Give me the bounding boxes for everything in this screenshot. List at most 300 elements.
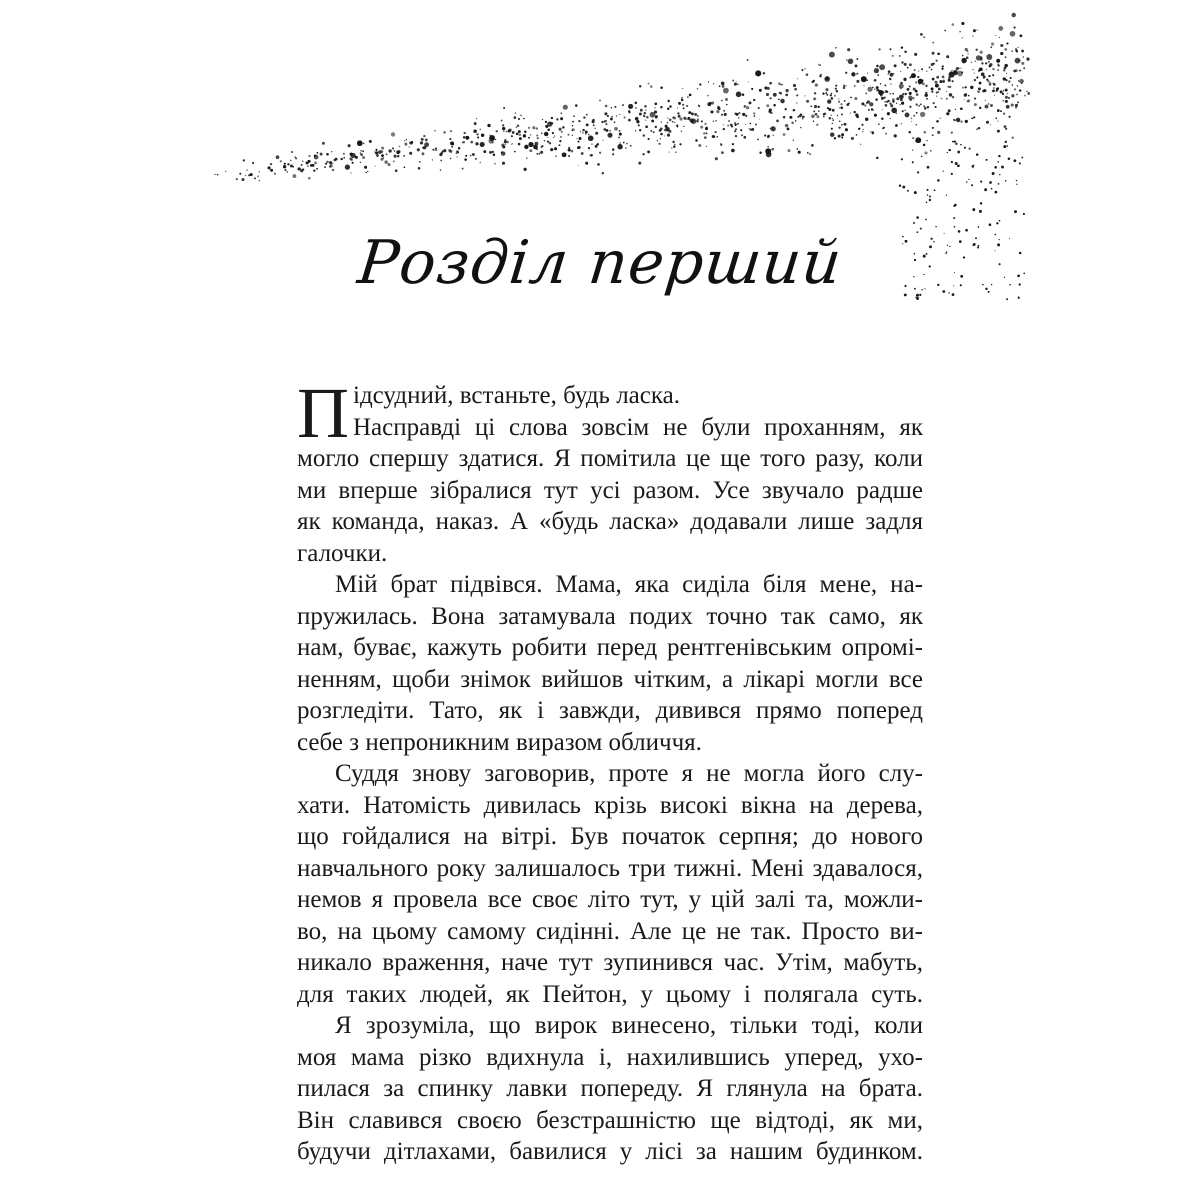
ink-dot bbox=[955, 143, 957, 145]
ink-dot bbox=[976, 153, 979, 156]
ink-dot bbox=[971, 165, 973, 167]
ink-dot bbox=[672, 117, 674, 119]
ink-dot bbox=[860, 144, 861, 145]
ink-dot bbox=[544, 132, 548, 136]
ink-dot bbox=[719, 85, 721, 87]
ink-dot bbox=[1013, 70, 1016, 73]
ink-dot bbox=[856, 58, 858, 60]
ink-dot bbox=[953, 119, 954, 120]
ink-dot bbox=[678, 115, 681, 118]
ink-dot bbox=[1010, 77, 1012, 79]
ink-dot bbox=[698, 144, 701, 147]
ink-dot bbox=[673, 141, 675, 143]
ink-dot bbox=[735, 135, 737, 137]
ink-dot bbox=[869, 102, 873, 106]
ink-dot bbox=[393, 160, 395, 162]
ink-dot bbox=[931, 88, 934, 91]
ink-dot bbox=[602, 172, 604, 174]
ink-dot bbox=[1026, 58, 1029, 61]
ink-dot bbox=[504, 140, 507, 143]
ink-dot bbox=[450, 158, 451, 159]
ink-dot bbox=[659, 129, 662, 132]
ink-dot bbox=[720, 144, 722, 146]
ink-dot bbox=[480, 162, 481, 163]
ink-dot bbox=[770, 97, 772, 99]
ink-dot bbox=[909, 63, 912, 66]
ink-dot bbox=[704, 136, 707, 139]
ink-dot bbox=[268, 166, 271, 169]
ink-dot bbox=[536, 127, 538, 129]
ink-dot bbox=[388, 149, 391, 152]
ink-dot bbox=[885, 90, 888, 93]
ink-dot bbox=[856, 73, 858, 75]
ink-dot bbox=[360, 162, 361, 163]
ink-dot bbox=[544, 140, 546, 142]
ink-dot bbox=[769, 82, 772, 85]
ink-dot bbox=[966, 57, 969, 60]
ink-dot bbox=[979, 67, 983, 71]
ink-dot bbox=[643, 115, 645, 117]
ink-dot bbox=[934, 189, 936, 191]
ink-dot bbox=[628, 119, 631, 122]
ink-dot bbox=[1004, 125, 1007, 128]
ink-dot bbox=[785, 108, 787, 110]
ink-dot bbox=[501, 120, 503, 122]
ink-dot bbox=[863, 129, 864, 130]
ink-dot bbox=[610, 118, 613, 121]
ink-dot bbox=[909, 85, 911, 87]
ink-dot bbox=[838, 135, 841, 138]
ink-dot bbox=[948, 109, 951, 112]
ink-dot bbox=[780, 84, 782, 86]
ink-dot bbox=[911, 73, 916, 78]
ink-dot bbox=[559, 140, 561, 142]
ink-dot bbox=[916, 90, 917, 91]
ink-dot bbox=[827, 107, 829, 109]
ink-dot bbox=[938, 88, 941, 91]
ink-dot bbox=[619, 142, 620, 143]
text-line: нам, буває, кажуть робити перед рентгенівським опромі- bbox=[297, 634, 923, 661]
ink-dot bbox=[876, 157, 878, 159]
ink-dot bbox=[929, 66, 930, 67]
ink-dot bbox=[913, 88, 916, 91]
ink-dot bbox=[967, 53, 969, 55]
ink-dot bbox=[628, 111, 630, 113]
ink-dot bbox=[979, 89, 980, 90]
ink-dot bbox=[881, 97, 884, 100]
ink-dot bbox=[474, 122, 477, 125]
ink-dot bbox=[721, 114, 723, 116]
ink-dot bbox=[772, 134, 774, 136]
ink-dot bbox=[755, 124, 757, 126]
ink-dot bbox=[946, 55, 949, 58]
ink-dot bbox=[529, 149, 532, 152]
ink-dot bbox=[865, 118, 868, 121]
ink-dot bbox=[381, 147, 384, 150]
ink-dot bbox=[874, 89, 875, 90]
ink-dot bbox=[386, 153, 388, 155]
ink-dot bbox=[994, 166, 997, 169]
ink-dot bbox=[326, 161, 329, 164]
ink-dot bbox=[843, 85, 845, 87]
ink-dot bbox=[308, 155, 310, 157]
ink-dot bbox=[677, 126, 678, 127]
ink-dot bbox=[971, 184, 973, 186]
ink-dot bbox=[750, 123, 751, 124]
ink-dot bbox=[217, 174, 219, 176]
ink-dot bbox=[440, 155, 441, 156]
ink-dot bbox=[562, 126, 565, 128]
ink-dot bbox=[518, 143, 520, 145]
ink-dot bbox=[688, 111, 691, 114]
ink-dot bbox=[341, 158, 343, 160]
ink-dot bbox=[742, 113, 745, 116]
ink-dot bbox=[645, 126, 648, 129]
ink-dot bbox=[679, 117, 682, 120]
ink-dot bbox=[961, 72, 963, 74]
ink-dot bbox=[771, 126, 776, 131]
ink-dot bbox=[915, 81, 917, 83]
ink-dot bbox=[927, 194, 928, 195]
ink-dot bbox=[929, 199, 931, 201]
ink-dot bbox=[1011, 50, 1013, 52]
ink-dot bbox=[885, 104, 888, 107]
ink-dot bbox=[912, 161, 914, 163]
ink-dot bbox=[882, 91, 884, 93]
ink-dot bbox=[993, 87, 995, 89]
ink-dot bbox=[992, 74, 994, 76]
ink-dot bbox=[991, 42, 994, 45]
ink-dot bbox=[1014, 88, 1016, 90]
ink-dot bbox=[1000, 90, 1003, 93]
ink-dot bbox=[850, 97, 852, 99]
ink-dot bbox=[861, 76, 867, 82]
ink-dot bbox=[552, 132, 554, 134]
ink-dot bbox=[432, 149, 434, 151]
ink-dot bbox=[903, 78, 906, 81]
ink-dot bbox=[551, 117, 553, 119]
ink-dot bbox=[568, 147, 570, 149]
ink-dot bbox=[1015, 104, 1018, 107]
ink-dot bbox=[787, 149, 790, 152]
ink-dot bbox=[819, 75, 821, 77]
ink-dot bbox=[874, 68, 879, 73]
ink-dot bbox=[730, 124, 733, 127]
ink-dot bbox=[558, 144, 560, 146]
ink-dot bbox=[523, 134, 526, 137]
ink-dot bbox=[905, 113, 910, 118]
ink-dot bbox=[948, 77, 950, 79]
ink-dot bbox=[404, 140, 405, 141]
ink-dot bbox=[986, 54, 992, 60]
ink-dot bbox=[572, 121, 574, 123]
ink-dot bbox=[932, 78, 935, 81]
ink-dot bbox=[823, 116, 825, 118]
ink-dot bbox=[591, 154, 593, 156]
ink-dot bbox=[927, 106, 929, 108]
ink-dot bbox=[638, 162, 641, 165]
ink-dot bbox=[476, 133, 478, 135]
ink-dot bbox=[645, 120, 646, 121]
ink-dot bbox=[855, 65, 858, 68]
ink-dot bbox=[847, 48, 850, 51]
ink-dot bbox=[687, 96, 689, 98]
ink-dot bbox=[854, 97, 857, 100]
ink-dot bbox=[619, 114, 620, 115]
ink-dot bbox=[794, 88, 797, 91]
ink-dot bbox=[381, 154, 384, 157]
ink-dot bbox=[660, 87, 662, 89]
ink-dot bbox=[961, 37, 963, 39]
ink-dot bbox=[683, 126, 684, 127]
ink-dot bbox=[594, 127, 596, 129]
ink-dot bbox=[559, 128, 562, 131]
ink-dot bbox=[519, 137, 522, 140]
ink-dot bbox=[889, 93, 891, 95]
ink-dot bbox=[1017, 85, 1019, 87]
ink-dot bbox=[902, 186, 905, 189]
ink-dot bbox=[884, 101, 886, 103]
text-line: ідсудний, встаньте, будь ласка. bbox=[353, 382, 680, 409]
ink-dot bbox=[835, 88, 837, 90]
ink-dot bbox=[554, 135, 556, 137]
ink-dot bbox=[960, 108, 962, 110]
text-line: Суддя знову заговорив, проте я не могла його слу- bbox=[335, 760, 923, 787]
ink-dot bbox=[489, 135, 495, 141]
ink-dot bbox=[536, 135, 538, 137]
ink-dot bbox=[724, 113, 727, 116]
ink-dot bbox=[612, 153, 614, 155]
ink-dot bbox=[682, 88, 683, 89]
ink-dot bbox=[578, 146, 581, 149]
ink-dot bbox=[581, 152, 584, 155]
ink-dot bbox=[291, 151, 293, 153]
ink-dot bbox=[838, 98, 839, 99]
ink-dot bbox=[528, 142, 533, 147]
ink-dot bbox=[1022, 56, 1023, 57]
ink-dot bbox=[952, 96, 955, 99]
ink-dot bbox=[998, 26, 1003, 31]
ink-dot bbox=[496, 130, 498, 132]
ink-dot bbox=[885, 85, 887, 87]
ink-dot bbox=[996, 222, 998, 224]
ink-dot bbox=[923, 144, 926, 147]
ink-dot bbox=[547, 141, 549, 143]
ink-dot bbox=[607, 115, 609, 117]
ink-dot bbox=[541, 146, 542, 147]
ink-dot bbox=[812, 81, 814, 83]
ink-dot bbox=[888, 74, 889, 75]
ink-dot bbox=[845, 85, 846, 86]
ink-dot bbox=[553, 137, 554, 138]
ink-dot bbox=[844, 123, 847, 126]
ink-dot bbox=[647, 151, 650, 154]
ink-dot bbox=[1015, 49, 1017, 51]
ink-dot bbox=[813, 80, 815, 82]
ink-dot bbox=[591, 143, 592, 144]
ink-dot bbox=[949, 86, 951, 88]
ink-dot bbox=[723, 110, 725, 112]
ink-dot bbox=[830, 94, 832, 96]
ink-dot bbox=[800, 127, 801, 128]
ink-dot bbox=[954, 140, 956, 142]
ink-dot bbox=[926, 189, 928, 191]
ink-dot bbox=[582, 129, 584, 131]
ink-dot bbox=[944, 30, 946, 32]
ink-dot bbox=[375, 166, 376, 167]
ink-dot bbox=[779, 92, 781, 94]
ink-dot bbox=[848, 59, 854, 65]
ink-dot bbox=[723, 124, 724, 125]
ink-dot bbox=[276, 155, 280, 159]
ink-dot bbox=[820, 74, 822, 76]
ink-dot bbox=[734, 130, 736, 132]
ink-dot bbox=[811, 115, 815, 119]
ink-dot bbox=[669, 119, 672, 122]
ink-dot bbox=[935, 84, 939, 88]
ink-dot bbox=[776, 120, 779, 123]
ink-dot bbox=[870, 131, 871, 132]
chapter-title: Розділ перший bbox=[354, 228, 846, 298]
ink-dot bbox=[635, 117, 639, 121]
ink-dot bbox=[388, 163, 391, 166]
ink-dot bbox=[766, 93, 769, 96]
ink-dot bbox=[355, 156, 358, 159]
text-line: для таких людей, як Пейтон, у цьому і полягала суть. bbox=[297, 980, 923, 1008]
ink-dot bbox=[236, 178, 238, 180]
ink-dot bbox=[831, 128, 833, 130]
ink-dot bbox=[673, 145, 676, 148]
ink-dot bbox=[659, 138, 661, 140]
ink-dot bbox=[973, 29, 976, 32]
ink-dot bbox=[985, 62, 987, 64]
ink-dot bbox=[697, 121, 698, 122]
text-line: навчального року залишалось три тижні. Мені здавалося, bbox=[297, 854, 923, 882]
ink-dot bbox=[896, 97, 899, 100]
ink-dot bbox=[686, 105, 688, 107]
ink-dot bbox=[1021, 82, 1022, 83]
ink-dot bbox=[811, 105, 813, 107]
ink-dot bbox=[603, 128, 606, 131]
ink-dot bbox=[1021, 62, 1024, 65]
ink-dot bbox=[757, 139, 759, 141]
ink-dot bbox=[1000, 110, 1002, 112]
ink-dot bbox=[773, 93, 777, 97]
ink-dot bbox=[695, 139, 697, 141]
ink-dot bbox=[995, 35, 996, 36]
ink-dot bbox=[878, 123, 880, 125]
ink-dot bbox=[567, 134, 569, 136]
ink-dot bbox=[343, 153, 345, 155]
text-line: Мій брат підвівся. Мама, яка сиділа біля мене, на- bbox=[335, 571, 923, 598]
ink-dot bbox=[901, 158, 903, 160]
ink-dot bbox=[899, 84, 904, 89]
ink-dot bbox=[990, 124, 991, 125]
ink-dot bbox=[1003, 100, 1005, 102]
ink-dot bbox=[936, 120, 938, 122]
ink-dot bbox=[456, 150, 459, 153]
ink-dot bbox=[511, 135, 513, 137]
ink-dot bbox=[1006, 145, 1008, 147]
ink-dot bbox=[995, 191, 998, 194]
ink-dot bbox=[243, 159, 245, 161]
ink-dot bbox=[932, 52, 935, 55]
ink-dot bbox=[927, 166, 930, 169]
ink-dot bbox=[992, 68, 994, 70]
ink-dot bbox=[789, 116, 792, 119]
ink-dot bbox=[949, 93, 952, 96]
ink-dot bbox=[489, 151, 492, 154]
ink-dot bbox=[972, 208, 975, 211]
ink-dot bbox=[675, 152, 676, 153]
ink-dot bbox=[787, 128, 790, 131]
ink-dot bbox=[961, 58, 966, 63]
ink-dot bbox=[989, 223, 992, 226]
ink-dot bbox=[888, 72, 889, 73]
ink-dot bbox=[1016, 184, 1017, 185]
ink-dot bbox=[796, 102, 797, 103]
ink-dot bbox=[918, 79, 923, 84]
ink-dot bbox=[933, 63, 935, 65]
ink-dot bbox=[475, 158, 477, 160]
ink-dot bbox=[588, 147, 590, 149]
ink-dot bbox=[743, 136, 746, 139]
ink-dot bbox=[308, 177, 311, 180]
ink-dot bbox=[970, 86, 973, 89]
ink-dot bbox=[974, 79, 976, 81]
ink-dot bbox=[809, 153, 811, 155]
ink-dot bbox=[909, 98, 911, 100]
ink-dot bbox=[657, 140, 658, 141]
ink-dot bbox=[921, 156, 923, 158]
ink-dot bbox=[771, 148, 774, 151]
ink-dot bbox=[259, 180, 260, 181]
ink-dot bbox=[936, 96, 937, 97]
ink-dot bbox=[814, 92, 816, 94]
ink-dot bbox=[629, 106, 631, 108]
ink-dot bbox=[816, 115, 819, 118]
ink-dot bbox=[807, 152, 808, 153]
ink-dot bbox=[480, 142, 485, 147]
ink-dot bbox=[845, 128, 848, 131]
ink-dot bbox=[900, 98, 903, 101]
ink-dot bbox=[646, 116, 648, 118]
ink-dot bbox=[394, 155, 397, 158]
ink-dot bbox=[749, 128, 750, 129]
ink-dot bbox=[916, 93, 919, 96]
ink-dot bbox=[867, 80, 868, 81]
ink-dot bbox=[617, 144, 622, 149]
ink-dot bbox=[376, 154, 379, 157]
ink-dot bbox=[738, 117, 739, 118]
ink-dot bbox=[442, 150, 444, 152]
ink-dot bbox=[252, 162, 254, 164]
ink-dot bbox=[904, 109, 906, 111]
ink-dot bbox=[968, 95, 970, 97]
ink-dot bbox=[505, 144, 506, 145]
ink-dot bbox=[1010, 31, 1016, 37]
ink-dot bbox=[734, 112, 736, 114]
ink-dot bbox=[575, 104, 577, 106]
ink-dot bbox=[671, 147, 672, 148]
ink-dot bbox=[363, 143, 365, 145]
ink-dot bbox=[912, 137, 914, 139]
ink-dot bbox=[538, 153, 540, 155]
ink-dot bbox=[914, 53, 917, 56]
ink-dot bbox=[737, 84, 738, 85]
ink-dot bbox=[658, 143, 660, 145]
ink-dot bbox=[583, 116, 585, 118]
